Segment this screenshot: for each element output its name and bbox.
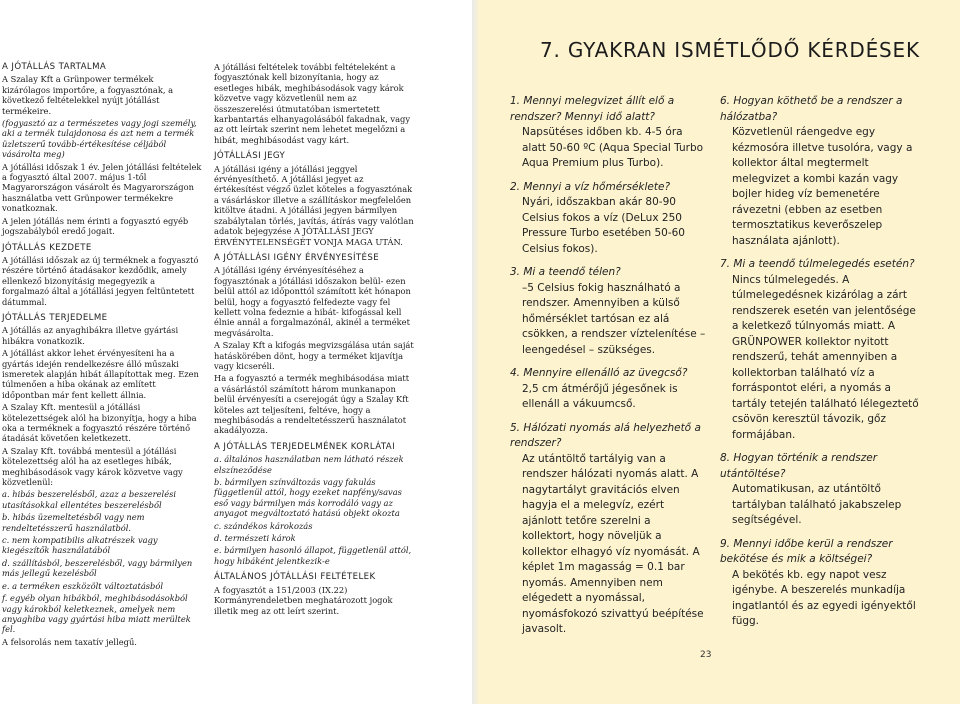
faq-question: 3. Mi a teendő télen? [510, 266, 621, 278]
paragraph: Ha a fogyasztó a termék meghibásodása miatt a vásárlástól számított három munkanapon belül érvényesíti a cserejogát úgy a Szalay Kft köteles azt teljesíteni, feltéve, hogy a meghibásodás a rendeltetésszerű használatot akadályozza. [214, 373, 410, 436]
faq-question: 4. Mennyire ellenálló az üvegcső? [510, 367, 688, 379]
italic-paragraph: d. természeti károk [214, 533, 296, 544]
italic-paragraph: e. a terméken eszközölt változtatásból [2, 580, 163, 591]
section-heading: A JÓTÁLLÁSI IGÉNY ÉRVÉNYESÍTÉSE [214, 252, 380, 263]
paragraph: A jótállási időszak 1 év. Jelen jótállási feltételek a fogyasztó által 2007. május 1-től Magyarországon vásárolt és Magyarországon használatba vett Grünpower termékekre vonatkoznak. [2, 161, 202, 214]
paragraph: A jótállási időszak az új terméknek a fogyasztó részére történő átadásakor kezdődik, amely ellenkező bizonyításig megegyezik a forgalmazó által a jótállási jegyen feltüntetett dátummal. [2, 254, 199, 307]
faq-answer: A bekötés kb. egy napot vesz igénybe. A beszerelés munkadíja ingatlantól és az egyedi igényektől függ. [732, 568, 916, 627]
faq-title: 7. GYAKRAN ISMÉTLŐDŐ KÉRDÉSEK [540, 38, 920, 62]
section-heading: JÓTÁLLÁSI JEGY [214, 151, 286, 162]
faq-answer: Nincs túlmelegedés. A túlmelegedésnek kizárólag a zárt rendszerek esetén van jelentősége a keletkező túlnyomás miatt. A GRÜNPOWER kollektor nyitott rendszerű, tehát amennyiben a kollektorban található víz a forráspontot eléri, a nyomás a tartály tetején található lélegeztető csövön keresztül távozik, gőz formájában. [732, 273, 919, 441]
faq-question: 5. Hálózati nyomás alá helyezhető a rendszer? [510, 421, 701, 449]
paragraph: A felsorolás nem taxatív jellegű. [2, 636, 137, 647]
faq-answer: Közvetlenül ráengedve egy kézmosóra illetve tusolóra, vagy a kollektor által megtermelt melegvizet a kombi kazán vagy bojler hideg víz bemenetére rávezetni (ebben az esetben termosztatikus keverőszelep használata ajánlott). [732, 126, 913, 247]
faq-question: 9. Mennyi időbe kerül a rendszer bekötése és mik a költségei? [720, 537, 893, 565]
italic-paragraph: b. hibás üzemeltetésből vagy nem rendeltetésszerű használatból. [2, 512, 145, 533]
italic-paragraph: f. egyéb olyan hibákból, meghibásodásokból vagy károkból keletkeznek, amelyek nem anyaghiba vagy gyártási hiba miatt merültek fel. [2, 593, 191, 635]
paragraph: A Szalay Kft a Grünpower termékek kizárólagos importőre, a fogyasztónak, a következő feltételekkel nyújt jótállást termékeire. [2, 74, 174, 116]
paragraph: A Szalay Kft. mentesül a jótállási kötelezettségek alól ha bizonyítja, hogy a hiba oka a terméknek a fogyasztó részére történő átadását követően keletkezett. [2, 402, 197, 444]
section-heading: JÓTÁLLÁS KEZDETE [2, 242, 92, 253]
italic-paragraph: c. nem kompatibilis alkatrészek vagy kiegészítők használatából [2, 535, 158, 556]
paragraph: A jótállást akkor lehet érvényesíteni ha a gyártás idején rendelkezésre álló műszaki ismeretek alapján hibát állapítottak meg. Ezen túlmenően a hiba okának az említett időpontban már fent kellett állnia. [2, 348, 199, 400]
paragraph: A Szalay Kft a kifogás megvizsgálása után saját hatáskörében dönt, hogy a terméket kijavítja vagy kicseréli. [214, 340, 414, 371]
faq-question: 2. Mennyi a víz hőmérséklete? [510, 180, 671, 193]
faq-answer: Automatikusan, az utántöltő tartályban található jakabszelep segítségével. [732, 483, 902, 526]
paragraph: A Szalay Kft. továbbá mentesül a jótállási kötelezettség alól ha az esetleges hibák, meghibásodások vagy károk közvetve vagy közvetlenül: [2, 445, 183, 488]
section-heading: A JÓTÁLLÁS TARTALMA [2, 62, 107, 72]
page-gutter [472, 0, 480, 704]
paragraph: A jelen jótállás nem érinti a fogyasztó egyéb jogszabályból eredő jogait. [2, 215, 189, 237]
italic-paragraph: a. általános használatban nem látható részek elszíneződése [214, 454, 404, 475]
italic-paragraph: a. hibás beszerelésből, azaz a beszerelési utasításokkal ellentétes beszerelésből [2, 489, 177, 510]
italic-paragraph: b. bármilyen színváltozás vagy fakulás függetlenül attól, hogy ezeket napfény/savas eső vagy bármilyen más korrodáló vagy az anyagot megváltoztató hatású objekt okozta [214, 477, 402, 519]
paragraph: A jótállás az anyaghibákra illetve gyártási hibákra vonatkozik. [2, 325, 179, 346]
faq-question: 1. Mennyi melegvizet állít elő a rendszer? Mennyi idő alatt? [510, 95, 675, 123]
faq-column-1 [510, 94, 706, 646]
faq-question: 6. Hogyan köthető be a rendszer a hálózatba? [720, 95, 903, 123]
paragraph: A jótállási feltételek további feltételeként a fogyasztónak kell bizonyítania, hogy az esetleges hibák, meghibásodások vagy károk közvetve vagy közvetlenül nem az összeszerelési útmutatóban ismertetett karbantartás elhanyagolásából fakadnak, vagy az ott leírtak szerint nem lehetet megelőzni a hibát, meghibásodást vagy kárt. [214, 62, 411, 145]
faq-answer: Az utántöltő tartályig van a rendszer hálózati nyomás alatt. A nagytartályt gravitációs elven hagyja el a melegvíz, ezért ajánlott tetőre szerelni a kollektort, hogy növeljük a kollektor elhagyó víz nyomását. A képlet 1m magasság = 0.1 bar nyomás. Amennyiben nem elégedett a nyomással, nyomásfokozó szivattyú beépítése javasolt. [522, 452, 704, 635]
faq-answer: Nyári, időszakban akár 80-90 Celsius fokos a víz (DeLux 250 Pressure Turbo esetében 50-60 Celsius fokos). [522, 196, 685, 255]
italic-paragraph: (fogyasztó az a természetes vagy jogi személy, aki a termék tulajdonosa és azt nem a termék üzletszerű tovább-értékesítése céljából vásárolta meg) [2, 118, 197, 160]
faq-column-2 [720, 94, 920, 638]
paragraph: A jótállási igény a jótállási jeggyel érvényesíthető. A jótállási jegyet az értékesítést végző üzlet köteles a fogyasztónak a vásárláskor illetve a szállításkor megfelelően kitöltve átadni. A jótállási jegyen bármilyen szabálytalan törlés, javítás, átírás vagy valótlan adatok bejegyzése A JÓTÁLLÁSI JEGY ÉRVÉNYTELENSÉGÉT VONJA MAGA UTÁN. [214, 163, 414, 247]
italic-paragraph: d. szállításból, beszerelésből, vagy bármilyen más jellegű kezelésből [2, 557, 193, 579]
italic-paragraph: e. bármilyen hasonló állapot, függetlenül attól, hogy hibáként jelentkezik-e [214, 545, 412, 566]
section-heading: ÁLTALÁNOS JÓTÁLLÁSI FELTÉTELEK [214, 572, 376, 583]
faq-question: 8. Hogyan történik a rendszer utántöltése? [720, 452, 878, 480]
section-heading: A JÓTÁLLÁS TERJEDELMÉNEK KORLÁTAI [214, 441, 396, 452]
faq-answer: –5 Celsius fokig használható a rendszer. Amennyiben a külső hőmérséklet tartósan ez alá csökken, a rendszer víztelenítése – leengedésel – szükséges. [522, 281, 706, 356]
faq-answer: Napsütéses időben kb. 4-5 óra alatt 50-60 ºC (Aqua Special Turbo Aqua Premium plus Turbo). [522, 126, 704, 169]
page-number: 23 [700, 650, 712, 660]
faq-answer: 2,5 cm átmérőjű jégesőnek is ellenáll a vákuumcső. [522, 382, 678, 410]
warranty-column-2 [214, 62, 414, 618]
paragraph: A fogyasztót a 151/2003 (IX.22) Kormányrendeletben meghatározott jogok illetik meg az ott leírt szerint. [214, 584, 393, 616]
paragraph: A jótállási igény érvényesítéséhez a fogyasztónak a jótállási időszakon belül- ezen belül attól az időponttól számított két hónapon belül, hogy a fogyasztó felfedezte vagy fel kellett volna fedeznie a hibát- kifogással kell élnie annál a forgalmazónál, akinél a terméket megvásárolta. [214, 265, 411, 338]
faq-question: 7. Mi a teendő túlmelegedés esetén? [720, 258, 915, 270]
warranty-column-1 [2, 62, 202, 649]
section-heading: JÓTÁLLÁS TERJEDELME [2, 312, 108, 323]
italic-paragraph: c. szándékos károkozás [214, 520, 313, 531]
